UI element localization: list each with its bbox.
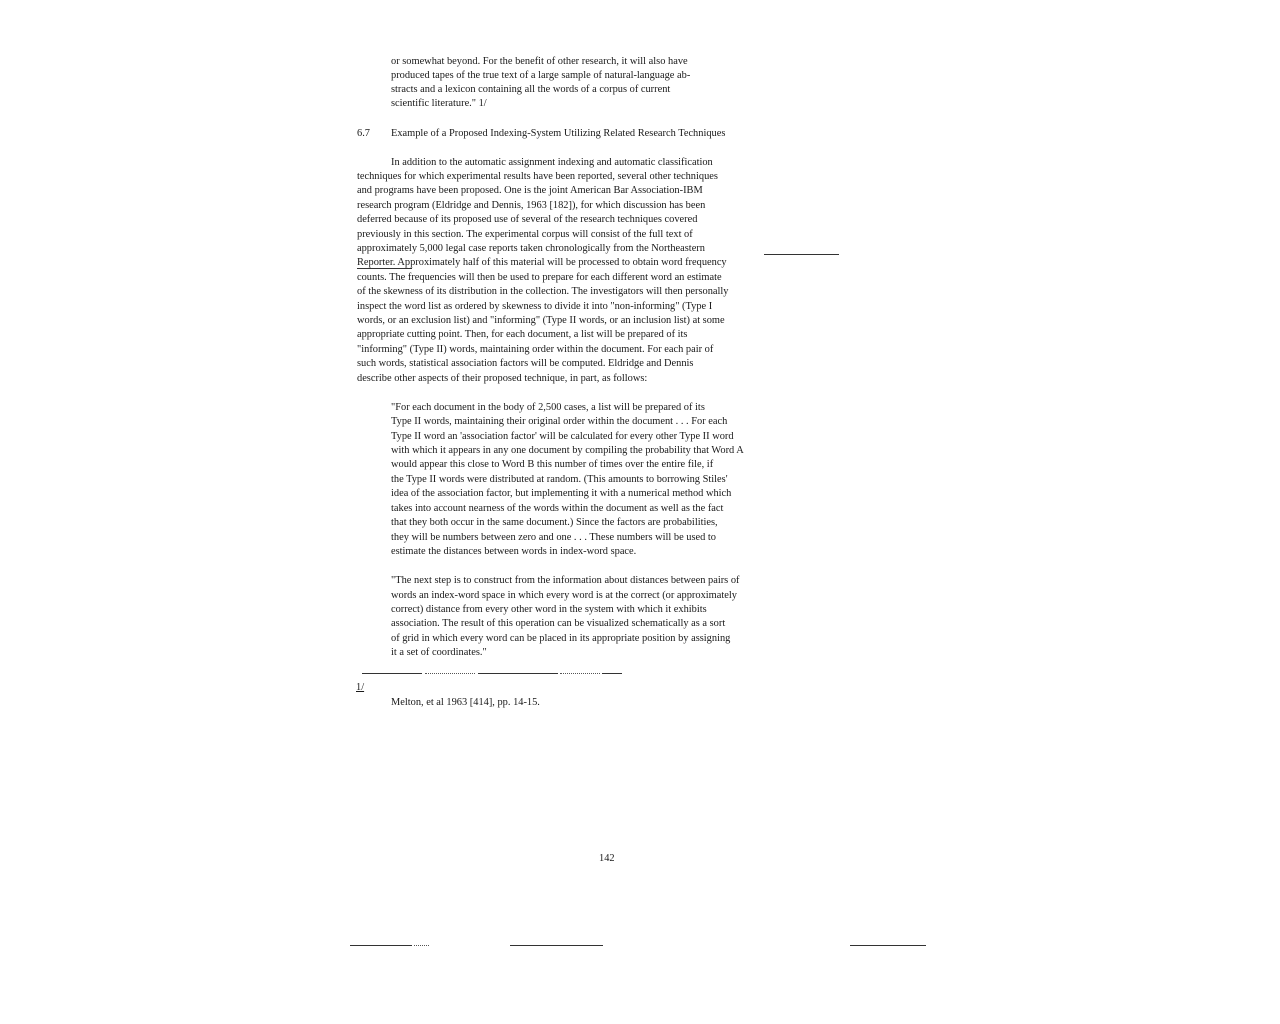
quote-line: "For each document in the body of 2,500 cases, a list will be prepared of its xyxy=(391,402,705,413)
paragraph-line: describe other aspects of their proposed technique, in part, as follows: xyxy=(357,373,648,384)
quote-line: Type II words, maintaining their original order within the document . . . For each xyxy=(391,416,728,427)
section-title: Example of a Proposed Indexing-System Utilizing Related Research Techniques xyxy=(391,128,726,139)
scan-rule xyxy=(850,945,926,946)
journal-underline xyxy=(764,254,839,255)
journal-underline xyxy=(357,268,412,269)
footnote-text: Melton, et al 1963 [414], pp. 14-15. xyxy=(391,697,540,708)
footnote-separator xyxy=(478,673,558,674)
paragraph-line: appropriate cutting point. Then, for each document, a list will be prepared of its xyxy=(357,329,688,340)
footnote-separator xyxy=(560,673,600,674)
quote-line: idea of the association factor, but implementing it with a numerical method which xyxy=(391,488,732,499)
paragraph-line: such words, statistical association factors will be computed. Eldridge and Dennis xyxy=(357,358,694,369)
quote-line: that they both occur in the same document.) Since the factors are probabilities, xyxy=(391,517,718,528)
paragraph-line: previously in this section. The experimental corpus will consist of the full text of xyxy=(357,229,693,240)
quote-line: Type II word an 'association factor' will be calculated for every other Type II word xyxy=(391,431,734,442)
footnote-separator xyxy=(362,673,422,674)
continuation-line: or somewhat beyond. For the benefit of other research, it will also have xyxy=(391,56,688,67)
page-number: 142 xyxy=(599,853,615,864)
footnote-separator xyxy=(425,673,475,674)
paragraph-line: In addition to the automatic assignment indexing and automatic classification xyxy=(391,157,713,168)
quote-line: with which it appears in any one document by compiling the probability that Word A xyxy=(391,445,744,456)
quote-line: association. The result of this operation can be visualized schematically as a sort xyxy=(391,618,726,629)
quote-line: they will be numbers between zero and one . . . These numbers will be used to xyxy=(391,532,717,543)
paragraph-line: inspect the word list as ordered by skewness to divide it into "non-informing" (Type I xyxy=(357,301,713,312)
paragraph-line: counts. The frequencies will then be used to prepare for each different word an estimate xyxy=(357,272,722,283)
quote-line: correct) distance from every other word in the system with which it exhibits xyxy=(391,604,707,615)
continuation-line: stracts and a lexicon containing all the words of a corpus of current xyxy=(391,84,671,95)
continuation-line: produced tapes of the true text of a large sample of natural-language ab- xyxy=(391,70,691,81)
quote-line: estimate the distances between words in index-word space. xyxy=(391,546,637,557)
quote-line: would appear this close to Word B this number of times over the entire file, if xyxy=(391,459,714,470)
quote-line: it a set of coordinates." xyxy=(391,647,487,658)
paragraph-line: and programs have been proposed. One is the joint American Bar Association-IBM xyxy=(357,185,703,196)
paragraph-line: Reporter. Approximately half of this material will be processed to obtain word frequency xyxy=(357,257,727,268)
scan-rule xyxy=(414,945,429,946)
scan-rule xyxy=(510,945,603,946)
footnote-marker: 1/ xyxy=(356,682,365,693)
paragraph-line: "informing" (Type II) words, maintaining order within the document. For each pair of xyxy=(357,344,714,355)
quote-line: "The next step is to construct from the information about distances between pairs of xyxy=(391,575,740,586)
paragraph-line: techniques for which experimental results have been reported, several other techniques xyxy=(357,171,718,182)
footnote-separator xyxy=(602,673,622,674)
quote-line: the Type II words were distributed at random. (This amounts to borrowing Stiles' xyxy=(391,474,728,485)
quote-line: words an index-word space in which every word is at the correct (or approximately xyxy=(391,590,737,601)
section-number: 6.7 xyxy=(357,128,370,139)
quote-line: takes into account nearness of the words within the document as well as the fact xyxy=(391,503,724,514)
paragraph-line: words, or an exclusion list) and "informing" (Type II words, or an inclusion list) at some xyxy=(357,315,725,326)
quote-line: of grid in which every word can be placed in its appropriate position by assigning xyxy=(391,633,731,644)
scan-rule xyxy=(350,945,412,946)
paragraph-line: deferred because of its proposed use of several of the research techniques covered xyxy=(357,214,698,225)
paragraph-line: approximately 5,000 legal case reports taken chronologically from the Northeastern xyxy=(357,243,705,254)
paragraph-line: research program (Eldridge and Dennis, 1963 [182]), for which discussion has been xyxy=(357,200,706,211)
continuation-line: scientific literature." 1/ xyxy=(391,98,487,109)
paragraph-line: of the skewness of its distribution in the collection. The investigators will then personally xyxy=(357,286,729,297)
